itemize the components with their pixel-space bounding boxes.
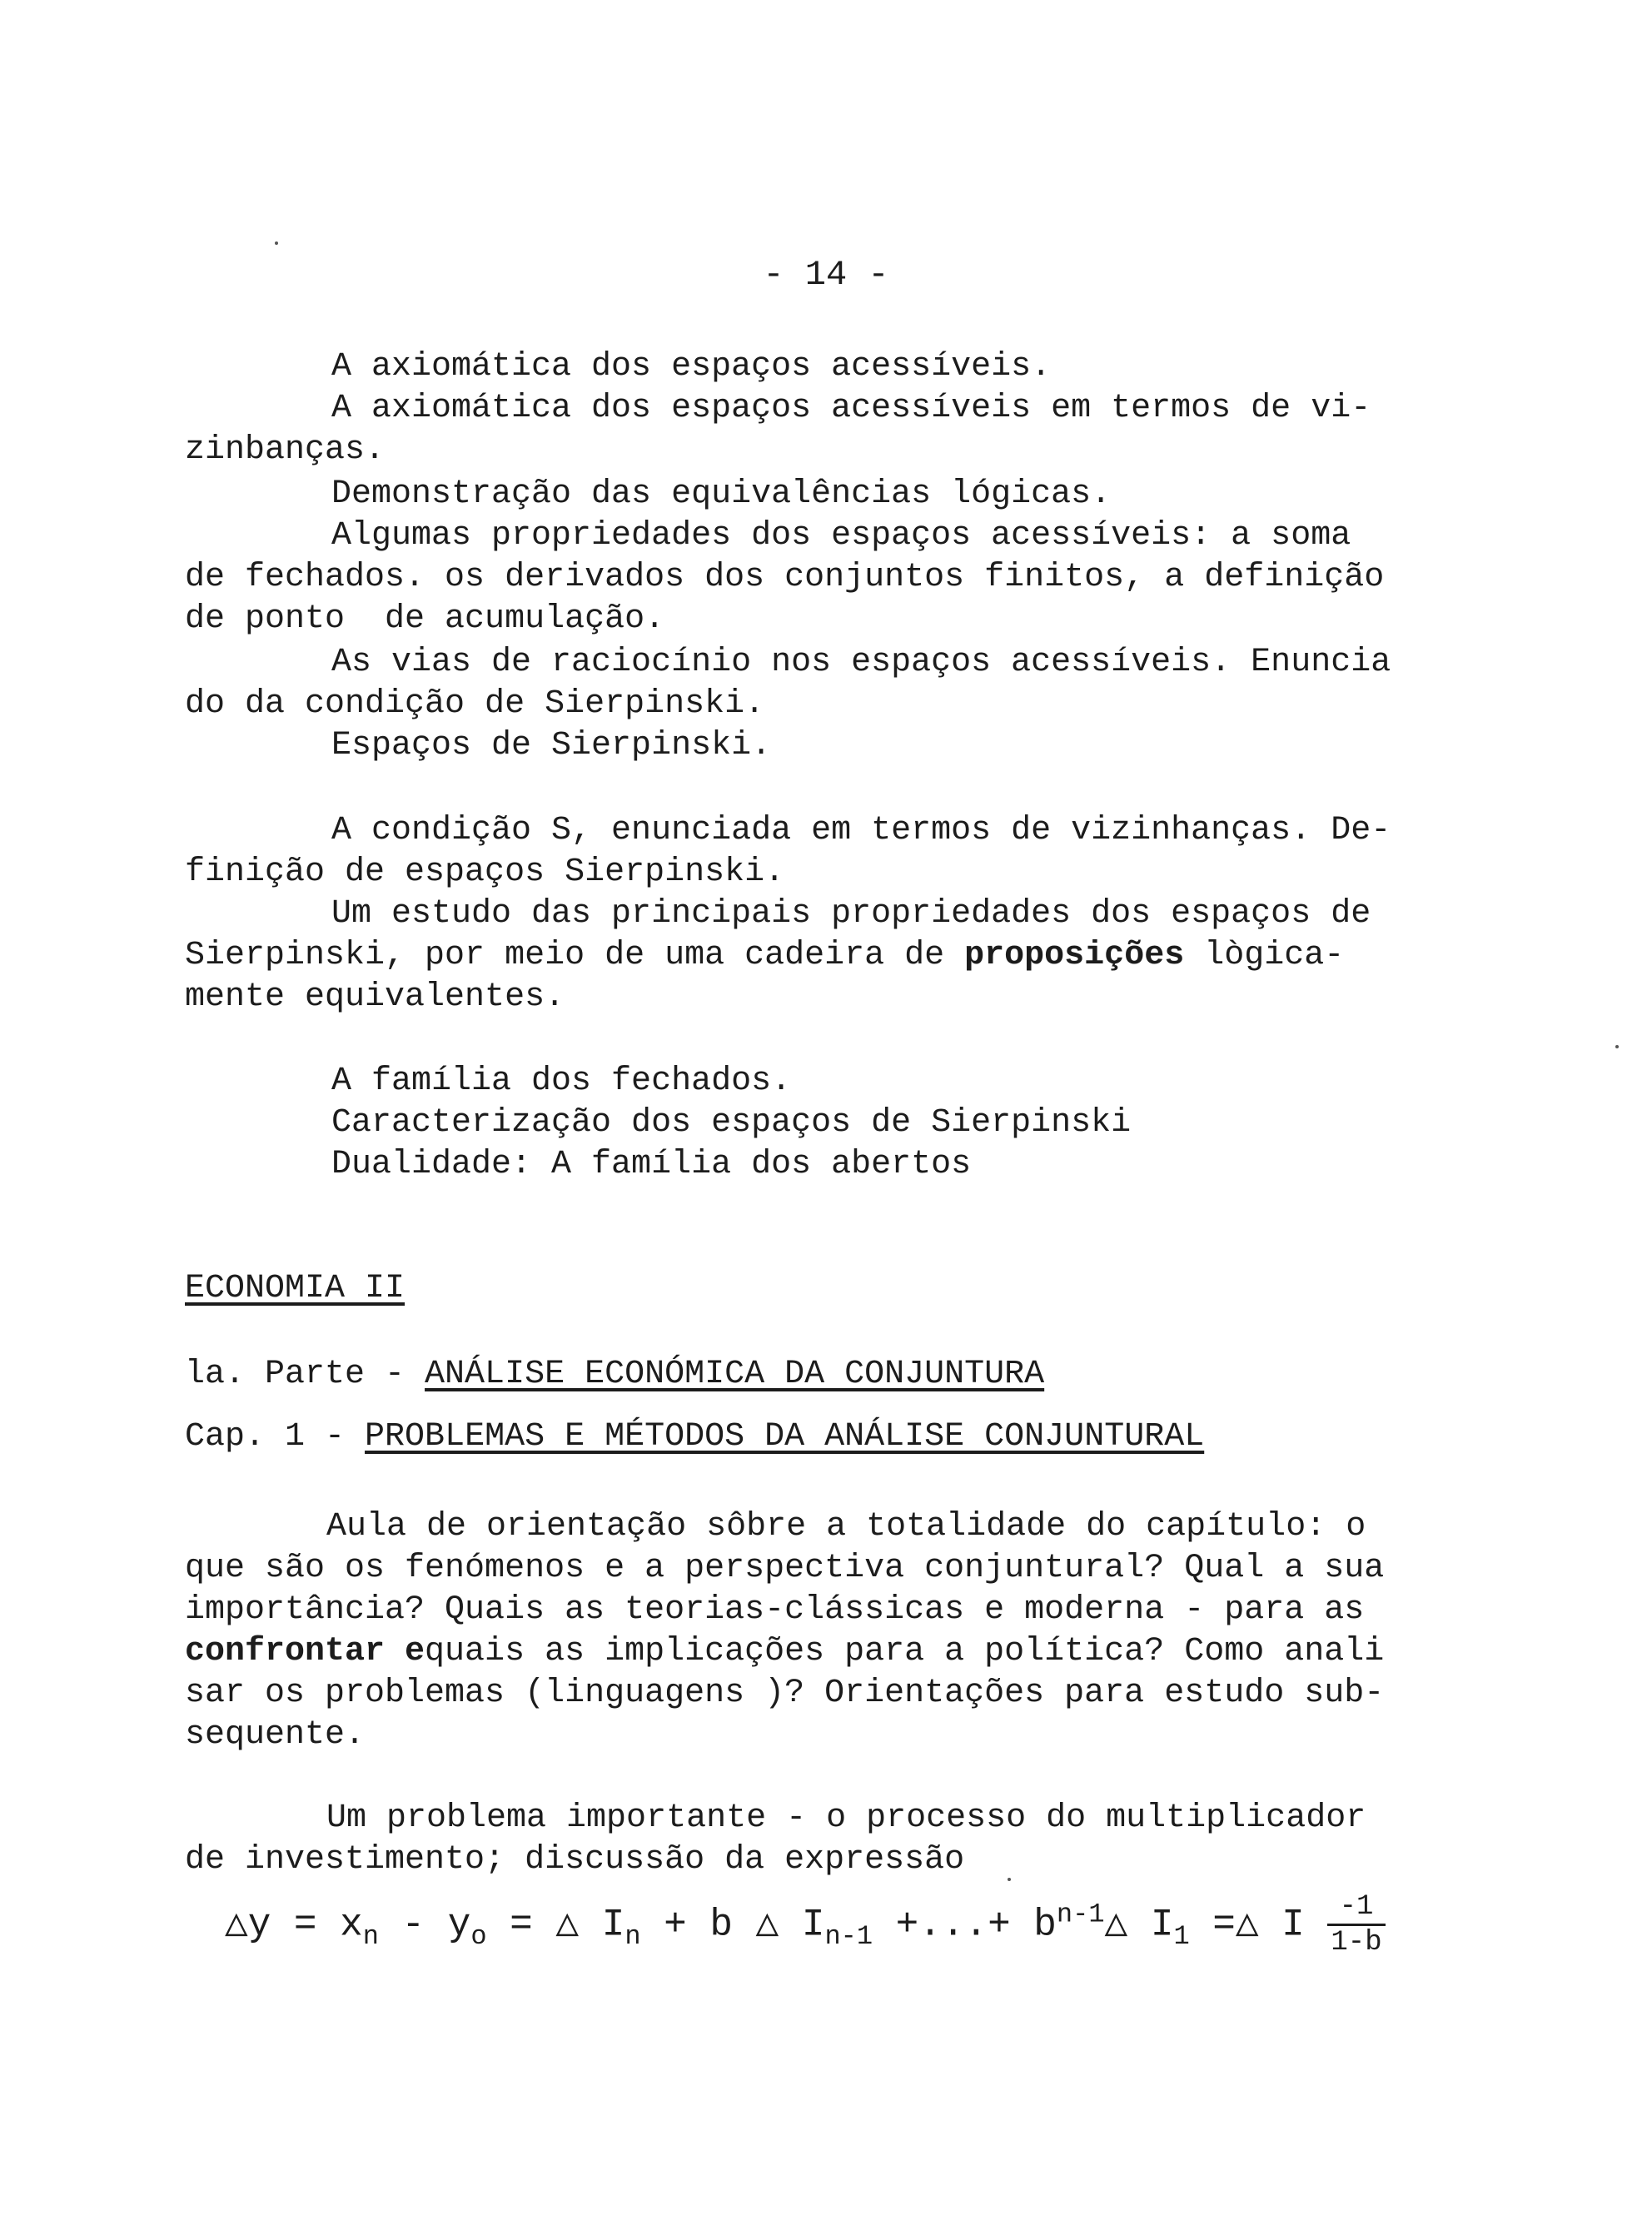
text-line: A família dos fechados. bbox=[331, 1063, 792, 1100]
part-prefix: la. Parte - bbox=[185, 1356, 425, 1393]
text-segment: quais as implicações para a política? Como anali bbox=[425, 1633, 1385, 1670]
text-line bbox=[185, 934, 1344, 977]
delta-symbol: △ bbox=[225, 1903, 248, 1947]
formula-text: = bbox=[1189, 1903, 1236, 1947]
text-line: Um problema importante - o processo do multiplicador bbox=[326, 1799, 1366, 1837]
formula-text: y = x bbox=[247, 1903, 363, 1947]
scan-speck bbox=[275, 241, 278, 245]
part-title: ANÁLISE ECONÓMICA DA CONJUNTURA bbox=[425, 1356, 1045, 1393]
scan-speck bbox=[1615, 1045, 1619, 1048]
text-segment: lògica- bbox=[1184, 937, 1345, 974]
delta-symbol: △ bbox=[755, 1903, 779, 1947]
text-line: sequente. bbox=[185, 1716, 366, 1754]
text-line: As vias de raciocínio nos espaços acessíveis. Enuncia bbox=[331, 644, 1391, 681]
text-line: que são os fenómenos e a perspectiva conjuntural? Qual a sua bbox=[185, 1550, 1385, 1587]
text-line: A axiomática dos espaços acessíveis. bbox=[331, 348, 1052, 386]
formula-text: + b bbox=[640, 1903, 756, 1947]
text-line: de ponto de acumulação. bbox=[185, 600, 665, 638]
formula-text: I bbox=[579, 1903, 625, 1947]
formula-text: = bbox=[486, 1903, 556, 1947]
text-line: Aula de orientação sôbre a totalidade do capítulo: o bbox=[326, 1508, 1366, 1546]
superscript: n-1 bbox=[1056, 1899, 1105, 1930]
text-line: Caracterização dos espaços de Sierpinski bbox=[331, 1104, 1132, 1142]
delta-symbol: △ bbox=[555, 1903, 580, 1947]
text-line: A condição S, enunciada em termos de vizinhanças. De- bbox=[331, 812, 1391, 849]
text-line: Demonstração das equivalências lógicas. bbox=[331, 475, 1112, 513]
part-line bbox=[185, 1353, 1044, 1396]
formula-text: I bbox=[1127, 1903, 1174, 1947]
text-line: importância? Quais as teorias-clássicas e moderna - para as bbox=[185, 1591, 1365, 1629]
chapter-title: PROBLEMAS E MÉTODOS DA ANÁLISE CONJUNTURAL bbox=[365, 1418, 1205, 1456]
formula-text: I bbox=[1258, 1903, 1328, 1947]
subscript: o bbox=[470, 1920, 487, 1952]
multiplier-formula bbox=[225, 1890, 1524, 1990]
chapter-line bbox=[185, 1416, 1204, 1458]
subscript: 1 bbox=[1173, 1920, 1190, 1952]
text-line: Um estudo das principais propriedades dos espaços de bbox=[331, 895, 1371, 933]
page-number: - 14 - bbox=[763, 255, 889, 295]
subscript: n bbox=[624, 1920, 641, 1952]
subscript: n bbox=[362, 1920, 379, 1952]
subscript: n-1 bbox=[824, 1920, 873, 1952]
text-line: de fechados. os derivados dos conjuntos finitos, a definição bbox=[185, 559, 1385, 596]
fraction-denominator: 1-b bbox=[1331, 1927, 1382, 1959]
text-line: sar os problemas (linguagens )? Orientações para estudo sub- bbox=[185, 1675, 1385, 1712]
bold-phrase: confrontar e bbox=[185, 1633, 425, 1670]
formula-text: I bbox=[779, 1903, 825, 1947]
text-line: Espaços de Sierpinski. bbox=[331, 727, 772, 764]
chapter-prefix: Cap. 1 - bbox=[185, 1418, 366, 1456]
fraction bbox=[1327, 1890, 1385, 1959]
formula-text: +...+ b bbox=[873, 1903, 1057, 1947]
bold-word: proposições bbox=[964, 937, 1185, 974]
delta-symbol: △ bbox=[1104, 1903, 1128, 1947]
fraction-numerator: -1 bbox=[1327, 1890, 1385, 1926]
delta-symbol: △ bbox=[1235, 1903, 1259, 1947]
text-line: mente equivalentes. bbox=[185, 978, 565, 1016]
section-heading: ECONOMIA II bbox=[185, 1270, 406, 1307]
text-line: finição de espaços Sierpinski. bbox=[185, 854, 785, 891]
text-line: Dualidade: A família dos abertos bbox=[331, 1146, 972, 1183]
scan-speck bbox=[1008, 1878, 1011, 1881]
text-segment: Sierpinski, por meio de uma cadeira de bbox=[185, 937, 965, 974]
text-line: zinbanças. bbox=[185, 431, 386, 469]
formula-text: - y bbox=[378, 1903, 471, 1947]
text-line: de investimento; discussão da expressão bbox=[185, 1841, 965, 1879]
text-line: do da condição de Sierpinski. bbox=[185, 685, 765, 723]
text-line bbox=[185, 1630, 1384, 1673]
text-line: Algumas propriedades dos espaços acessíveis: a soma bbox=[331, 517, 1351, 555]
text-line: A axiomática dos espaços acessíveis em termos de vi- bbox=[331, 390, 1371, 427]
